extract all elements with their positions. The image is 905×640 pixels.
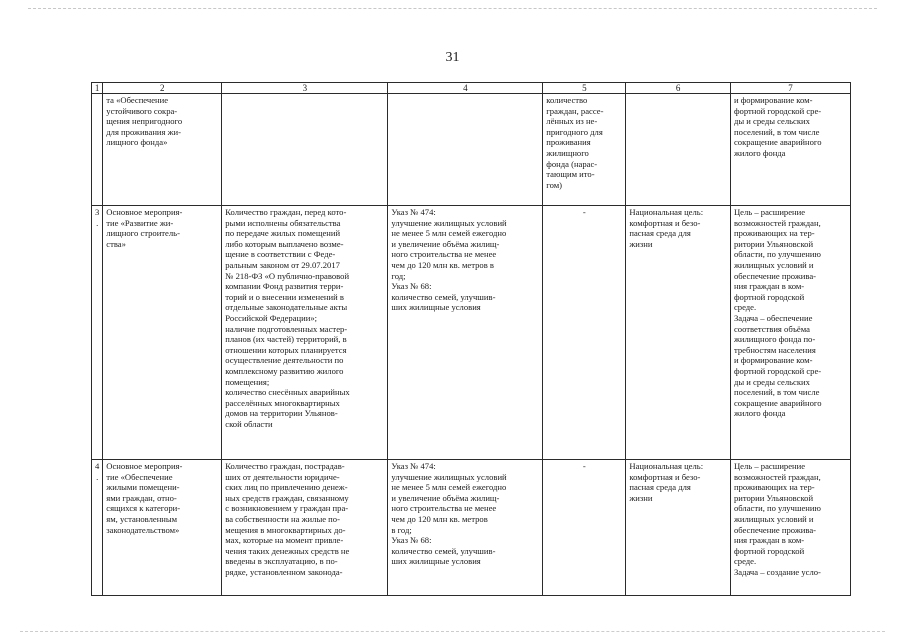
indicator-cell bbox=[222, 94, 388, 206]
decree-cell bbox=[388, 94, 543, 206]
page-number: 31 bbox=[445, 50, 460, 65]
activity-name-cell: Основное мероприя- тие «Развитие жи- лищного строитель- ства» bbox=[103, 206, 222, 460]
row-number-cell bbox=[92, 94, 103, 206]
national-goal-cell: Национальная цель: комфортная и безо- пасная среда для жизни bbox=[626, 206, 731, 460]
column-header: 7 bbox=[730, 83, 850, 94]
column-header-row bbox=[92, 83, 851, 94]
goal-task-cell: Цель – расширение возможностей граждан, проживающих на тер- ритории Ульяновской области, по улучшению жилищных условий и обеспечение прожива- ния граждан в ком- фортной городской среде. Задача – обеспечение соответствия объёма жилищного фонда по- требностям населения и формирование ком- фортной городской сре- ды и среды сельских поселений, в том числе сокращение аварийного жилого фонда bbox=[730, 206, 850, 460]
column-header: 6 bbox=[626, 83, 731, 94]
activity-name-cell: Основное мероприя- тие «Обеспечение жилыми помещени- ями граждан, отно- сящихся к категори- ям, установленным законодательством» bbox=[103, 460, 222, 596]
decree-cell: Указ № 474: улучшение жилищных условий не менее 5 млн семей ежегодно и увеличение объёма жилищ- ного строительства не менее чем до 120 млн кв. метров в год; Указ № 68: количество семей, улучшив- ших жилищные условия bbox=[388, 460, 543, 596]
document-table bbox=[91, 82, 851, 596]
row-number-cell: 3. bbox=[92, 206, 103, 460]
table-row bbox=[92, 460, 851, 596]
national-goal-cell: Национальная цель: комфортная и безо- пасная среда для жизни bbox=[626, 460, 731, 596]
decree-cell: Указ № 474: улучшение жилищных условий не менее 5 млн семей ежегодно и увеличение объёма жилищ- ного строительства не менее чем до 120 млн кв. метров в год; Указ № 68: количество семей, улучшив- ших жилищные условия bbox=[388, 206, 543, 460]
result-indicator-cell: - bbox=[543, 206, 626, 460]
result-indicator-cell: количество граждан, рассе- лённых из не- пригодного для проживания жилищного фонда (нарас- тающим ито- гом) bbox=[543, 94, 626, 206]
table-row bbox=[92, 94, 851, 206]
row-number-cell: 4. bbox=[92, 460, 103, 596]
activity-name-cell: та «Обеспечение устойчивого сокра- щения непригодного для проживания жи- лищного фонда» bbox=[103, 94, 222, 206]
column-header: 3 bbox=[222, 83, 388, 94]
result-indicator-cell: - bbox=[543, 460, 626, 596]
column-header: 4 bbox=[388, 83, 543, 94]
indicator-cell: Количество граждан, пострадав- ших от деятельности юридиче- ских лиц по привлечению денеж- ных средств граждан, связанному с возникновением у граждан пра- ва собственности на жилые по- мещения в многоквартирных до- мах, которые на момент привле- чения таких денежных средств не введены в эксплуатацию, в по- рядке, установленном законода- bbox=[222, 460, 388, 596]
column-header: 5 bbox=[543, 83, 626, 94]
goal-task-cell: Цель – расширение возможностей граждан, проживающих на тер- ритории Ульяновской области, по улучшению жилищных условий и обеспечение прожива- ния граждан в ком- фортной городской среде. Задача – создание усло- bbox=[730, 460, 850, 596]
column-header: 1 bbox=[92, 83, 103, 94]
national-goal-cell bbox=[626, 94, 731, 206]
table-row bbox=[92, 206, 851, 460]
goal-task-cell: и формирование ком- фортной городской сре- ды и среды сельских поселений, в том числе сокращение аварийного жилого фонда bbox=[730, 94, 850, 206]
indicator-cell: Количество граждан, перед кото- рыми исполнены обязательства по передаче жилых помещений либо которым выплачено возме- щение в соответствии с Феде- ральным законом от 29.07.2017 № 218-ФЗ «О публично-правовой компании Фонд развития терри- торий и о внесении изменений в отдельные законодательные акты Российской Федерации»; наличие подготовленных мастер- планов (их частей) территорий, в отношении которых планируется осуществление деятельности по комплексному развитию жилого помещения; количество снесённых аварийных расселённых многоквартирных домов на территории Ульянов- ской области bbox=[222, 206, 388, 460]
column-header: 2 bbox=[103, 83, 222, 94]
scan-edge-top bbox=[28, 8, 877, 9]
scan-edge-bottom bbox=[20, 631, 885, 632]
